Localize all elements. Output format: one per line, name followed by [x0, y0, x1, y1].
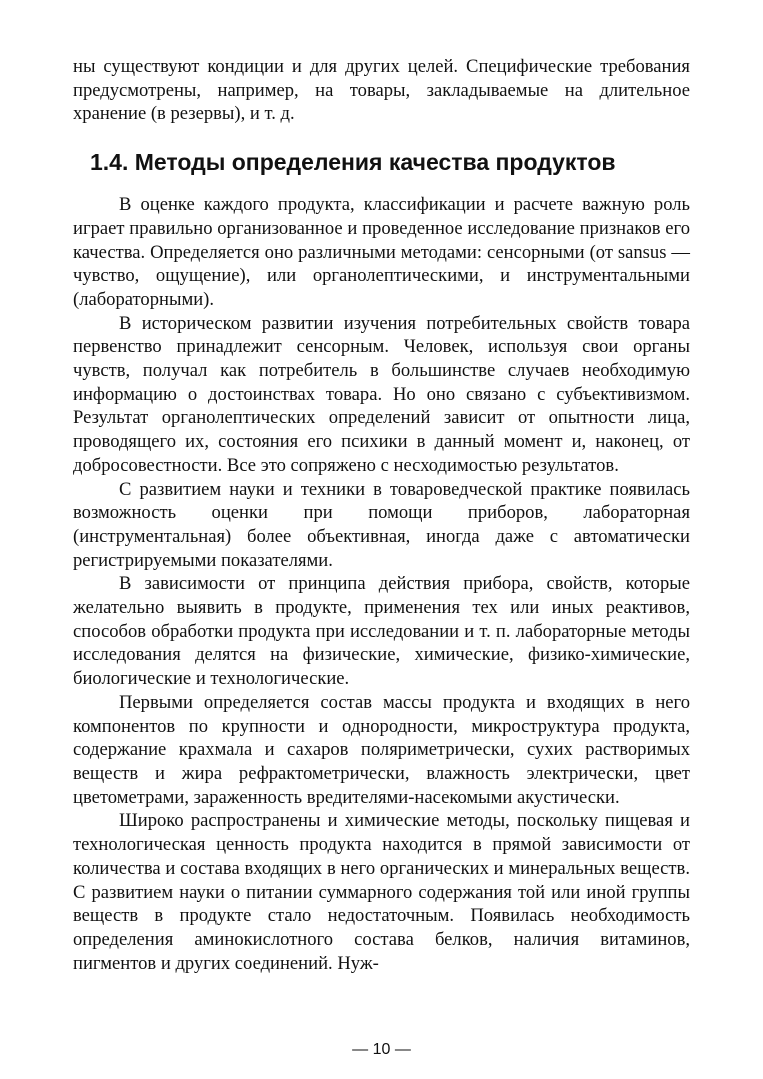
paragraph-3: С развитием науки и техники в товароведческой практике появилась возможность оценки при помощи приборов, лабораторная (инструментальная) более объективная, иногда даже с автоматически регистрируемыми показателями. — [73, 478, 690, 571]
section-heading — [73, 148, 690, 176]
page-content — [73, 55, 690, 975]
opening-paragraph: ны существуют кондиции и для других целей. Специфические требования предусмотрены, например, на товары, закладываемые на длительное хранение (в резервы), и т. д. — [73, 56, 690, 125]
page-number: — 10 — — [352, 1041, 411, 1058]
paragraph-6: Широко распространены и химические методы, поскольку пищевая и технологическая ценность продукта находится в прямой зависимости от количества и состава входящих в него органических и минеральных веществ. С развитием науки о питании суммарного содержания той или иной группы веществ в продукте стало недостаточным. Появилась необходимость определения аминокислотного состава белков, наличия витаминов, пигментов и других соединений. Нуж- — [73, 810, 690, 974]
paragraph-4: В зависимости от принципа действия прибора, свойств, которые желательно выявить в продукте, применения тех или иных реактивов, способов обработки продукта при исследовании и т. п. лабораторные методы исследования делятся на физические, химические, физико-химические, биологические и технологические. — [73, 573, 690, 690]
paragraph-1: В оценке каждого продукта, классификации и расчете важную роль играет правильно организованное и проведенное исследование признаков его качества. Определяется оно различными методами: сенсорными (от sansus — чувство, ощущение), или органолептическими, и инструментальными (лабораторными). — [73, 194, 690, 310]
section-title: Методы определения качества продуктов — [134, 149, 616, 176]
paragraph-2: В историческом развитии изучения потребительных свойств товара первенство принадлежит сенсорным. Человек, используя свои органы чувств, получал как потребитель в большинстве случаев необходимую информацию о достоинствах товара. Но оно связано с субъективизмом. Результат органолептических определений зависит от опытности лица, проводящего их, состояния его психики в данный момент и, наконец, от добросовестности. Все это сопряжено с несходимостью результатов. — [73, 312, 690, 476]
section-number: 1.4. — [90, 149, 129, 176]
paragraph-5: Первыми определяется состав массы продукта и входящих в него компонентов по крупности и однородности, микроструктура продукта, содержание крахмала и сахаров поляриметрически, сухих растворимых веществ и жира рефрактометрически, влажность электрически, цвет цветометрами, зараженность вредителями-насекомыми акустически. — [73, 691, 690, 808]
